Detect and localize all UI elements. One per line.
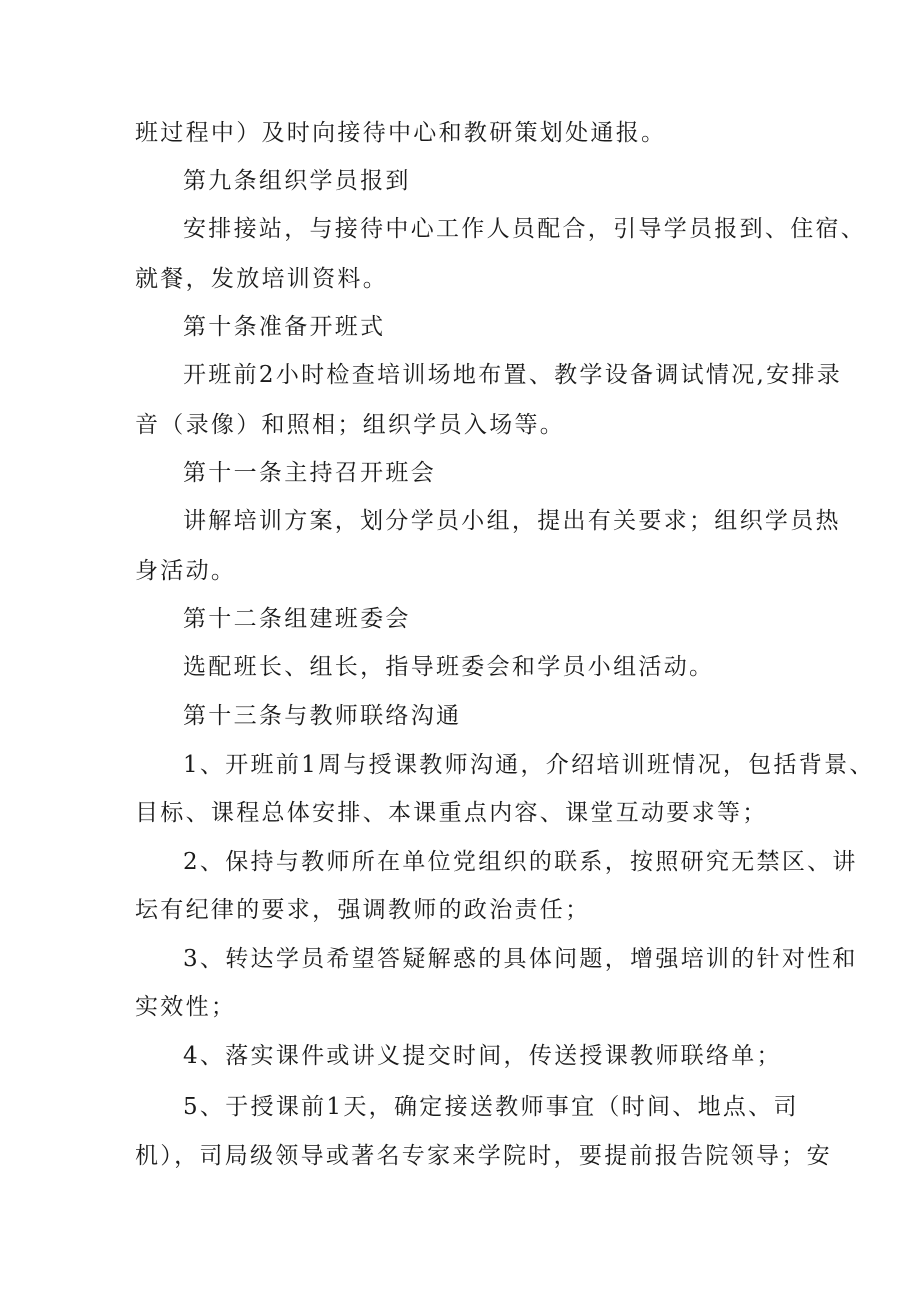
article-heading: 第九条组织学员报到	[183, 168, 411, 194]
paragraph-line: 2、保持与教师所在单位党组织的联系，按照研究无禁区、讲	[183, 849, 858, 875]
paragraph-line: 坛有纪律的要求，强调教师的政治责任；	[135, 897, 591, 923]
paragraph-line: 选配班长、组长，指导班委会和学员小组活动。	[183, 654, 715, 680]
article-heading: 第十一条主持召开班会	[183, 460, 436, 486]
paragraph-line: 讲解培训方案，划分学员小组，提出有关要求；组织学员热	[183, 508, 841, 534]
paragraph-line: 3、转达学员希望答疑解惑的具体问题，增强培训的针对性和	[183, 946, 858, 972]
paragraph-line: 就餐，发放培训资料。	[135, 266, 388, 292]
paragraph-line: 实效性；	[135, 994, 237, 1020]
article-heading: 第十条准备开班式	[183, 314, 386, 340]
paragraph-line: 音（录像）和照相；组织学员入场等。	[135, 412, 566, 438]
article-heading: 第十三条与教师联络沟通	[183, 703, 462, 729]
paragraph-line: 班过程中）及时向接待中心和教研策划处通报。	[135, 120, 667, 146]
paragraph-line: 身活动。	[135, 558, 237, 584]
paragraph-line: 安排接站，与接待中心工作人员配合，引导学员报到、住宿、	[183, 216, 867, 242]
paragraph-line: 目标、课程总体安排、本课重点内容、课堂互动要求等；	[135, 800, 768, 826]
article-heading: 第十二条组建班委会	[183, 606, 411, 632]
paragraph-line: 开班前2小时检查培训场地布置、教学设备调试情况,安排录	[183, 362, 843, 388]
paragraph-line: 4、落实课件或讲义提交时间，传送授课教师联络单；	[183, 1043, 782, 1069]
paragraph-line: 机），司局级领导或著名专家来学院时，要提前报告院领导；安	[135, 1143, 832, 1169]
paragraph-line: 1、开班前1周与授课教师沟通，介绍培训班情况，包括背景、	[183, 752, 875, 778]
paragraph-line: 5、于授课前1天，确定接送教师事宜（时间、地点、司	[183, 1094, 799, 1120]
